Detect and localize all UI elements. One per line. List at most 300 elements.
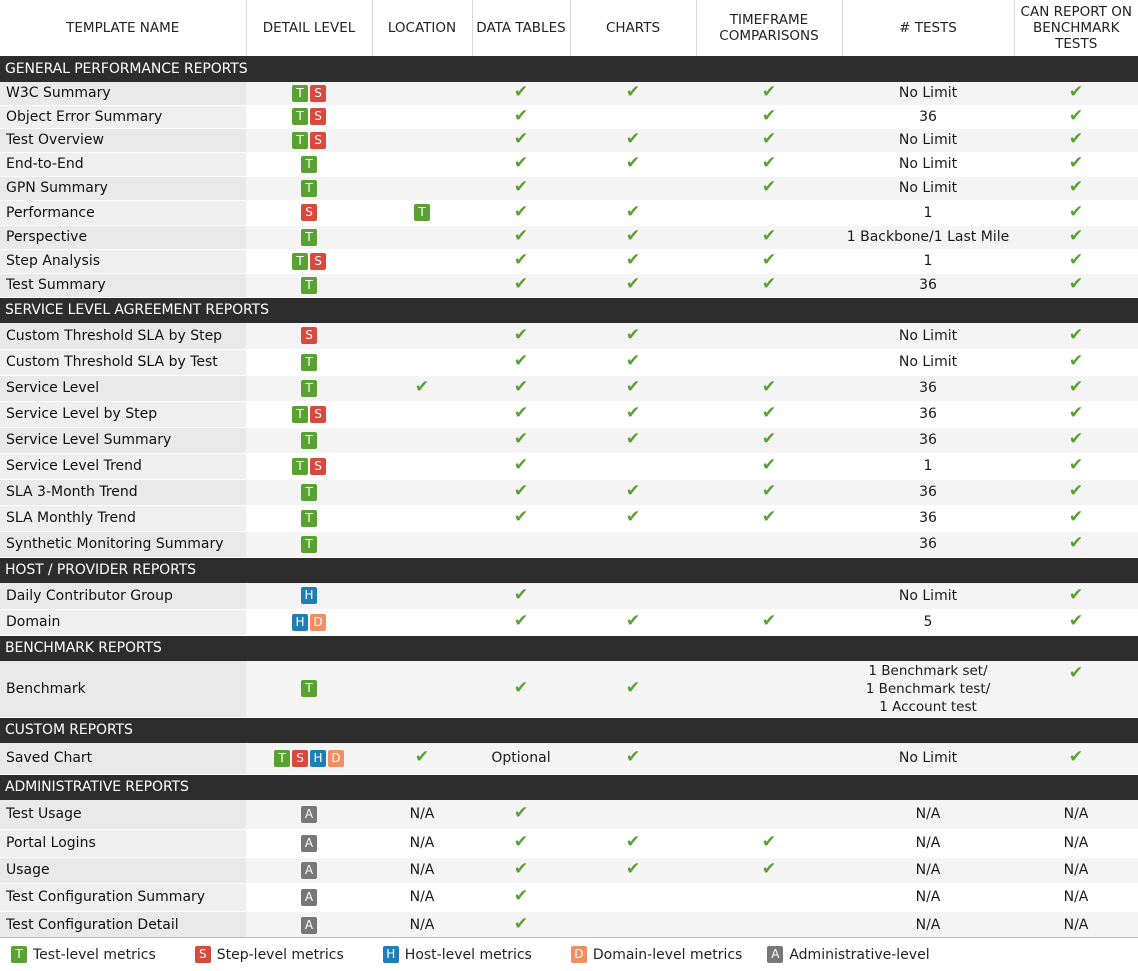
detail-badge-t: T xyxy=(301,180,317,197)
data-tables-cell xyxy=(472,583,570,609)
column-header-location: LOCATION xyxy=(372,0,472,56)
tests-cell xyxy=(842,105,1014,128)
location-cell xyxy=(372,82,472,105)
data-tables-cell xyxy=(472,857,570,883)
check-icon: ✔ xyxy=(625,403,641,423)
check-icon: ✔ xyxy=(625,507,641,527)
check-icon: ✔ xyxy=(761,859,777,879)
check-icon: ✔ xyxy=(1068,533,1084,553)
tests-value: N/A xyxy=(915,835,941,851)
timeframe-cell xyxy=(696,249,842,273)
table-row xyxy=(0,453,1138,479)
tests-value: 36 xyxy=(919,406,937,422)
data-tables-cell xyxy=(472,273,570,297)
check-icon: ✔ xyxy=(625,250,641,270)
tests-value: 36 xyxy=(919,108,937,125)
legend-label: Administrative-level xyxy=(789,946,930,963)
timeframe-cell xyxy=(696,128,842,152)
tests-cell xyxy=(842,323,1014,349)
check-icon: ✔ xyxy=(513,611,529,631)
table-row xyxy=(0,583,1138,609)
check-icon: ✔ xyxy=(625,429,641,449)
check-icon: ✔ xyxy=(1068,377,1084,397)
detail-level-cell xyxy=(246,249,372,273)
tests-value: 36 xyxy=(919,277,937,293)
check-icon: ✔ xyxy=(625,747,641,768)
tests-line: 1 Benchmark set/ xyxy=(868,662,988,679)
data-tables-cell xyxy=(472,225,570,249)
timeframe-cell xyxy=(696,375,842,401)
template-name-cell: End-to-End xyxy=(0,152,246,176)
tests-cell xyxy=(842,401,1014,427)
tests-cell xyxy=(842,583,1014,609)
detail-badge-t: T xyxy=(301,680,317,697)
location-cell xyxy=(372,349,472,375)
legend-item-s xyxy=(194,946,344,963)
detail-badge-s: S xyxy=(301,327,317,344)
benchmark-cell xyxy=(1014,349,1138,375)
charts-cell xyxy=(570,883,696,911)
charts-cell xyxy=(570,829,696,857)
check-icon: ✔ xyxy=(513,403,529,423)
detail-level-cell xyxy=(246,505,372,531)
check-icon: ✔ xyxy=(625,377,641,397)
benchmark-cell xyxy=(1014,152,1138,176)
check-icon: ✔ xyxy=(625,153,641,173)
location-cell xyxy=(372,453,472,479)
location-cell xyxy=(372,401,472,427)
check-icon: ✔ xyxy=(625,611,641,631)
detail-badge-h: H xyxy=(292,614,308,631)
check-icon: ✔ xyxy=(761,177,777,197)
location-cell xyxy=(372,531,472,557)
detail-level-cell xyxy=(246,273,372,297)
table-row xyxy=(0,829,1138,857)
benchmark-cell xyxy=(1014,453,1138,479)
template-name-cell: Object Error Summary xyxy=(0,105,246,128)
timeframe-cell xyxy=(696,829,842,857)
data-tables-cell xyxy=(472,152,570,176)
column-header-tests: # TESTS xyxy=(842,0,1014,56)
detail-badge-t: T xyxy=(301,536,317,553)
benchmark-cell xyxy=(1014,200,1138,225)
check-icon: ✔ xyxy=(761,226,777,246)
check-icon: ✔ xyxy=(513,914,529,934)
location-cell xyxy=(372,128,472,152)
check-icon: ✔ xyxy=(1068,584,1084,605)
tests-cell xyxy=(842,479,1014,505)
check-icon: ✔ xyxy=(761,455,777,475)
legend-item-t xyxy=(10,946,156,963)
table-row xyxy=(0,105,1138,128)
data-tables-cell xyxy=(472,829,570,857)
template-name-cell: Perspective xyxy=(0,225,246,249)
check-icon: ✔ xyxy=(761,82,777,103)
charts-cell xyxy=(570,105,696,128)
check-icon: ✔ xyxy=(513,584,529,605)
charts-cell xyxy=(570,401,696,427)
detail-badge-t: T xyxy=(274,750,290,767)
check-icon: ✔ xyxy=(761,611,777,631)
benchmark-cell xyxy=(1014,323,1138,349)
benchmark-cell xyxy=(1014,273,1138,297)
detail-badge-t: T xyxy=(301,277,317,294)
tests-value: 36 xyxy=(919,536,937,552)
charts-cell xyxy=(570,323,696,349)
tests-value: 36 xyxy=(919,380,937,396)
tests-cell xyxy=(842,800,1014,829)
legend-label: Host-level metrics xyxy=(404,946,532,963)
timeframe-cell xyxy=(696,505,842,531)
template-name-cell: Test Overview xyxy=(0,128,246,152)
detail-badge-t: T xyxy=(292,108,308,125)
tests-cell xyxy=(842,249,1014,273)
table-row xyxy=(0,661,1138,717)
location-cell xyxy=(372,273,472,297)
check-icon: ✔ xyxy=(513,455,529,475)
column-header-timeframe-comparisons: TIMEFRAME COMPARISONS xyxy=(696,0,842,56)
tests-value: 1 Backbone/1 Last Mile xyxy=(846,229,1010,245)
benchmark-cell xyxy=(1014,829,1138,857)
tests-value: No Limit xyxy=(898,587,958,604)
template-name-cell: Custom Threshold SLA by Test xyxy=(0,349,246,375)
tests-value: N/A xyxy=(915,889,941,905)
detail-badge-a: A xyxy=(301,806,317,823)
check-icon: ✔ xyxy=(513,677,529,698)
check-icon: ✔ xyxy=(513,377,529,397)
tests-cell xyxy=(842,82,1014,105)
data-tables-value: Optional xyxy=(491,750,551,767)
legend xyxy=(0,937,1138,971)
data-tables-cell xyxy=(472,800,570,829)
detail-badge-t: T xyxy=(414,204,430,221)
charts-cell xyxy=(570,453,696,479)
table-row xyxy=(0,273,1138,297)
legend-label: Test-level metrics xyxy=(33,946,156,963)
charts-cell xyxy=(570,273,696,297)
location-cell xyxy=(372,609,472,635)
detail-level-cell xyxy=(246,152,372,176)
detail-badge-a: A xyxy=(301,862,317,879)
check-icon: ✔ xyxy=(1068,663,1084,683)
detail-badge-h: H xyxy=(310,750,326,767)
column-header-detail-level: DETAIL LEVEL xyxy=(246,0,372,56)
check-icon: ✔ xyxy=(625,832,641,852)
location-cell xyxy=(372,200,472,225)
timeframe-cell xyxy=(696,453,842,479)
tests-value: No Limit xyxy=(898,132,958,148)
check-icon: ✔ xyxy=(513,832,529,852)
section-title: GENERAL PERFORMANCE REPORTS xyxy=(0,56,1138,82)
benchmark-cell xyxy=(1014,82,1138,105)
charts-cell xyxy=(570,800,696,829)
detail-badge-s: S xyxy=(310,85,326,102)
template-name-cell: Daily Contributor Group xyxy=(0,583,246,609)
detail-level-cell xyxy=(246,349,372,375)
data-tables-cell xyxy=(472,883,570,911)
table-row xyxy=(0,128,1138,152)
check-icon: ✔ xyxy=(761,429,777,449)
template-name-cell: Step Analysis xyxy=(0,249,246,273)
check-icon: ✔ xyxy=(1068,201,1084,222)
check-icon: ✔ xyxy=(1068,611,1084,631)
table-header-row xyxy=(0,0,1138,56)
timeframe-cell xyxy=(696,200,842,225)
benchmark-cell xyxy=(1014,375,1138,401)
location-cell xyxy=(372,505,472,531)
detail-badge-t: T xyxy=(301,354,317,371)
location-cell xyxy=(372,857,472,883)
check-icon: ✔ xyxy=(625,351,641,371)
timeframe-cell xyxy=(696,661,842,717)
charts-cell xyxy=(570,200,696,225)
timeframe-cell xyxy=(696,857,842,883)
template-name-cell: Domain xyxy=(0,609,246,635)
table-row xyxy=(0,743,1138,774)
benchmark-value: N/A xyxy=(1063,917,1089,933)
charts-cell xyxy=(570,427,696,453)
data-tables-cell xyxy=(472,128,570,152)
location-cell xyxy=(372,375,472,401)
detail-badge-t: T xyxy=(292,458,308,475)
timeframe-cell xyxy=(696,911,842,939)
detail-level-cell xyxy=(246,883,372,911)
data-tables-cell xyxy=(472,249,570,273)
tests-value: No Limit xyxy=(898,156,958,172)
location-cell xyxy=(372,743,472,774)
check-icon: ✔ xyxy=(1068,403,1084,423)
tests-cell xyxy=(842,743,1014,774)
location-cell xyxy=(372,661,472,717)
table-body xyxy=(0,56,1138,939)
detail-badge-t: T xyxy=(11,946,27,963)
detail-level-cell xyxy=(246,857,372,883)
tests-cell xyxy=(842,857,1014,883)
check-icon: ✔ xyxy=(513,429,529,449)
tests-cell xyxy=(842,829,1014,857)
location-cell xyxy=(372,249,472,273)
detail-badge-s: S xyxy=(292,750,308,767)
detail-badge-a: A xyxy=(767,946,783,963)
charts-cell xyxy=(570,531,696,557)
check-icon: ✔ xyxy=(513,324,529,345)
template-name-cell: W3C Summary xyxy=(0,82,246,105)
tests-cell xyxy=(842,225,1014,249)
tests-cell xyxy=(842,661,1014,717)
benchmark-cell xyxy=(1014,883,1138,911)
detail-badge-t: T xyxy=(301,432,317,449)
data-tables-cell xyxy=(472,505,570,531)
detail-level-cell xyxy=(246,661,372,717)
data-tables-cell xyxy=(472,453,570,479)
template-name-cell: Benchmark xyxy=(0,661,246,717)
data-tables-cell xyxy=(472,479,570,505)
detail-badge-t: T xyxy=(301,510,317,527)
check-icon: ✔ xyxy=(625,677,641,698)
check-icon: ✔ xyxy=(1068,481,1084,501)
location-value: N/A xyxy=(409,835,435,851)
tests-cell xyxy=(842,273,1014,297)
table-row xyxy=(0,401,1138,427)
template-name-cell: Service Level Summary xyxy=(0,427,246,453)
timeframe-cell xyxy=(696,743,842,774)
location-cell xyxy=(372,883,472,911)
timeframe-cell xyxy=(696,883,842,911)
legend-item-d xyxy=(570,946,743,963)
detail-level-cell xyxy=(246,225,372,249)
template-name-cell: SLA 3-Month Trend xyxy=(0,479,246,505)
table-row xyxy=(0,911,1138,939)
section-header-row xyxy=(0,56,1138,82)
template-name-cell: Usage xyxy=(0,857,246,883)
charts-cell xyxy=(570,505,696,531)
detail-badge-d: D xyxy=(571,946,587,963)
benchmark-cell xyxy=(1014,176,1138,200)
template-name-cell: Test Configuration Detail xyxy=(0,911,246,939)
tests-value: No Limit xyxy=(898,327,958,344)
data-tables-cell xyxy=(472,427,570,453)
benchmark-value: N/A xyxy=(1063,889,1089,905)
check-icon: ✔ xyxy=(625,129,641,149)
detail-badge-s: S xyxy=(310,108,326,125)
benchmark-cell xyxy=(1014,479,1138,505)
charts-cell xyxy=(570,609,696,635)
tests-cell xyxy=(842,152,1014,176)
tests-cell xyxy=(842,349,1014,375)
location-cell xyxy=(372,583,472,609)
check-icon: ✔ xyxy=(513,201,529,222)
location-cell xyxy=(372,427,472,453)
column-header-template-name: TEMPLATE NAME xyxy=(0,0,246,56)
detail-level-cell xyxy=(246,176,372,200)
charts-cell xyxy=(570,583,696,609)
check-icon: ✔ xyxy=(513,803,529,824)
check-icon: ✔ xyxy=(625,859,641,879)
check-icon: ✔ xyxy=(625,274,641,294)
benchmark-cell xyxy=(1014,609,1138,635)
charts-cell xyxy=(570,128,696,152)
charts-cell xyxy=(570,743,696,774)
detail-badge-s: S xyxy=(310,132,326,149)
column-header-data-tables: DATA TABLES xyxy=(472,0,570,56)
timeframe-cell xyxy=(696,273,842,297)
check-icon: ✔ xyxy=(1068,105,1084,126)
template-name-cell: Test Summary xyxy=(0,273,246,297)
table-row xyxy=(0,800,1138,829)
data-tables-cell xyxy=(472,911,570,939)
charts-cell xyxy=(570,911,696,939)
location-cell xyxy=(372,176,472,200)
tests-cell xyxy=(842,453,1014,479)
check-icon: ✔ xyxy=(513,82,529,103)
detail-badge-a: A xyxy=(301,917,317,934)
tests-cell xyxy=(842,911,1014,939)
detail-level-cell xyxy=(246,128,372,152)
detail-level-cell xyxy=(246,743,372,774)
location-cell xyxy=(372,800,472,829)
check-icon: ✔ xyxy=(513,481,529,501)
detail-level-cell xyxy=(246,401,372,427)
tests-cell xyxy=(842,128,1014,152)
table-row xyxy=(0,375,1138,401)
timeframe-cell xyxy=(696,176,842,200)
template-name-cell: Test Configuration Summary xyxy=(0,883,246,911)
tests-value: N/A xyxy=(915,917,941,933)
timeframe-cell xyxy=(696,800,842,829)
detail-badge-t: T xyxy=(301,484,317,501)
benchmark-cell xyxy=(1014,911,1138,939)
check-icon: ✔ xyxy=(1068,455,1084,475)
charts-cell xyxy=(570,661,696,717)
detail-level-cell xyxy=(246,105,372,128)
section-title: HOST / PROVIDER REPORTS xyxy=(0,557,1138,583)
benchmark-cell xyxy=(1014,249,1138,273)
check-icon: ✔ xyxy=(513,129,529,149)
tests-value: 1 xyxy=(923,204,933,221)
data-tables-cell xyxy=(472,401,570,427)
check-icon: ✔ xyxy=(1068,274,1084,294)
tests-value: No Limit xyxy=(898,180,958,196)
location-cell xyxy=(372,323,472,349)
data-tables-cell xyxy=(472,200,570,225)
detail-badge-t: T xyxy=(292,406,308,423)
check-icon: ✔ xyxy=(513,859,529,879)
benchmark-cell xyxy=(1014,857,1138,883)
table-row xyxy=(0,200,1138,225)
check-icon: ✔ xyxy=(513,886,529,906)
check-icon: ✔ xyxy=(761,250,777,270)
check-icon: ✔ xyxy=(761,377,777,397)
template-name-cell: Synthetic Monitoring Summary xyxy=(0,531,246,557)
legend-item-a xyxy=(766,946,929,963)
location-value: N/A xyxy=(409,889,435,905)
detail-badge-d: D xyxy=(328,750,344,767)
detail-badge-s: S xyxy=(310,253,326,270)
check-icon: ✔ xyxy=(761,832,777,852)
benchmark-cell xyxy=(1014,661,1138,717)
tests-line: 1 Account test xyxy=(879,698,977,715)
tests-value: N/A xyxy=(915,862,941,878)
charts-cell xyxy=(570,349,696,375)
benchmark-cell xyxy=(1014,800,1138,829)
benchmark-cell xyxy=(1014,743,1138,774)
location-value: N/A xyxy=(409,806,435,823)
tests-value: 36 xyxy=(919,432,937,448)
template-name-cell: Saved Chart xyxy=(0,743,246,774)
table-row xyxy=(0,427,1138,453)
benchmark-cell xyxy=(1014,401,1138,427)
check-icon: ✔ xyxy=(1068,351,1084,371)
benchmark-cell xyxy=(1014,505,1138,531)
location-cell xyxy=(372,829,472,857)
detail-badge-s: S xyxy=(195,946,211,963)
detail-level-cell xyxy=(246,829,372,857)
location-cell xyxy=(372,105,472,128)
tests-cell xyxy=(842,883,1014,911)
detail-badge-a: A xyxy=(301,835,317,852)
charts-cell xyxy=(570,82,696,105)
check-icon: ✔ xyxy=(513,274,529,294)
timeframe-cell xyxy=(696,349,842,375)
detail-badge-s: S xyxy=(301,204,317,221)
check-icon: ✔ xyxy=(1068,82,1084,103)
detail-badge-h: H xyxy=(383,946,399,963)
detail-level-cell xyxy=(246,479,372,505)
detail-level-cell xyxy=(246,800,372,829)
section-title: CUSTOM REPORTS xyxy=(0,717,1138,743)
charts-cell xyxy=(570,375,696,401)
detail-badge-s: S xyxy=(310,458,326,475)
